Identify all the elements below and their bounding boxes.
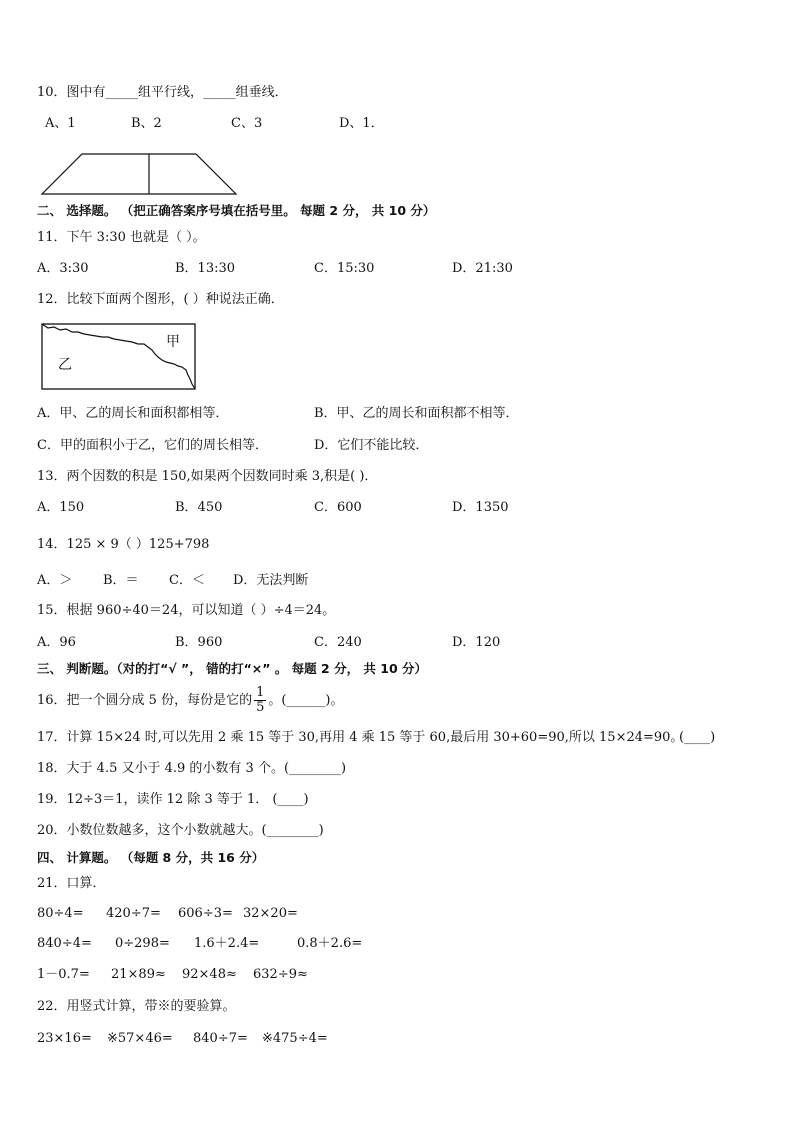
q21-r1-item-1: 80÷4=	[37, 906, 84, 921]
q10-option-c[interactable]: C、3	[231, 116, 263, 131]
q17-stem: 17．计算 15×24 时,可以先用 2 乘 15 等于 30,再用 4 乘 15 等于 60,最后用 30+60=90,所以 15×24=90。	[37, 730, 684, 745]
q10-prefix: 10．图中有	[37, 85, 106, 100]
q21-r1-item-3: 606÷3=	[178, 906, 233, 921]
q21-r2-item-2: 0÷298=	[115, 936, 170, 951]
q12-stem: 12．比较下面两个图形，( ）种说法正确．	[37, 292, 284, 307]
q11-option-d[interactable]: D．21:30	[452, 261, 513, 276]
q10-stem	[37, 84, 288, 102]
q22-item-4: ※475÷4=	[262, 1031, 328, 1046]
q10-middle: 组平行线，	[138, 85, 204, 100]
q16-fraction-numerator: 1	[256, 685, 265, 700]
q12-option-d[interactable]: D．它们不能比较．	[314, 438, 429, 453]
q11-option-c[interactable]: C．15:30	[314, 261, 375, 276]
q22-item-2: ※57×46=	[107, 1031, 173, 1046]
q19-stem: 19．12÷3＝1，读作 12 除 3 等于 1． (____)	[37, 792, 309, 807]
q15-option-a[interactable]: A．96	[37, 635, 76, 650]
q22-item-1: 23×16=	[37, 1031, 92, 1046]
q13-option-d[interactable]: D．1350	[452, 500, 509, 515]
q21-r2-item-4: 0.8＋2.6=	[297, 936, 363, 951]
q13-option-a[interactable]: A．150	[37, 500, 85, 515]
q21-r3-item-1: 1－0.7=	[37, 967, 90, 982]
q10-option-d[interactable]: D、1．	[339, 116, 384, 131]
q13-stem: 13．两个因数的积是 150,如果两个因数同时乘 3,积是( )．	[37, 469, 378, 484]
q16-fraction	[254, 686, 266, 715]
q12-option-b[interactable]: B．甲、乙的周长和面积都不相等．	[314, 406, 519, 421]
trapezoid-figure	[40, 152, 240, 198]
q12-label-jia: 甲	[166, 334, 180, 350]
q11-stem: 11．下午 3:30 也就是（ ）。	[37, 230, 206, 245]
q21-r3-item-2: 21×89≈	[111, 967, 166, 982]
q11-option-b[interactable]: B．13:30	[175, 261, 236, 276]
q12-option-c[interactable]: C．甲的面积小于乙，它们的周长相等．	[37, 438, 268, 453]
q21-stem: 21．口算．	[37, 876, 106, 891]
q12-option-a[interactable]: A．甲、乙的周长和面积都相等．	[37, 406, 229, 421]
q14-option-d[interactable]: D．无法判断	[233, 573, 309, 588]
q21-r1-item-4: 32×20=	[243, 906, 298, 921]
q21-r3-item-3: 92×48≈	[182, 967, 237, 982]
section-4-title: 四、 计算题。 （每题 8 分，共 16 分）	[37, 850, 265, 865]
q17-answer-blank[interactable]: (____)	[679, 730, 716, 745]
q14-option-c[interactable]: C．＜	[169, 573, 205, 588]
q11-option-a[interactable]: A．3:30	[37, 261, 89, 276]
q21-r3-item-4: 632÷9≈	[253, 967, 308, 982]
q14-stem: 14．125 × 9（ ）125+798	[37, 537, 210, 552]
q18-stem: 18．大于 4.5 又小于 4.9 的小数有 3 个。(________)	[37, 761, 347, 776]
q10-option-a[interactable]: A、1	[45, 116, 76, 131]
q15-option-c[interactable]: C．240	[314, 635, 362, 650]
section-3-title: 三、 判断题。（对的打“√ ”， 错的打“×” 。 每题 2 分， 共 10 分）	[37, 661, 428, 676]
section-2-title: 二、 选择题。 （把正确答案序号填在括号里。 每题 2 分， 共 10 分）	[37, 203, 436, 218]
q10-blank-2[interactable]: _____	[203, 85, 236, 100]
q20-stem: 20．小数位数越多，这个小数就越大。(________)	[37, 823, 324, 838]
q15-option-d[interactable]: D．120	[452, 635, 501, 650]
q21-r1-item-2: 420÷7=	[106, 906, 161, 921]
q16-stem	[37, 686, 344, 715]
q16-prefix: 16．把一个圆分成 5 份，每份是它的	[37, 693, 253, 708]
q21-r2-item-1: 840÷4=	[37, 936, 92, 951]
q10-option-b[interactable]: B、2	[131, 116, 162, 131]
q12-label-yi: 乙	[58, 357, 72, 373]
q10-blank-1[interactable]: _____	[105, 85, 139, 100]
q16-suffix: 。(______)。	[268, 693, 344, 708]
q16-fraction-denominator: 5	[256, 700, 265, 715]
q21-r2-item-3: 1.6＋2.4=	[194, 936, 260, 951]
q15-stem: 15．根据 960÷40＝24，可以知道（ ）÷4＝24。	[37, 603, 336, 618]
q14-option-b[interactable]: B．＝	[103, 573, 139, 588]
q13-option-b[interactable]: B．450	[175, 500, 223, 515]
q15-option-b[interactable]: B．960	[175, 635, 223, 650]
q14-option-a[interactable]: A．＞	[37, 573, 73, 588]
q22-item-3: 840÷7=	[193, 1031, 248, 1046]
q13-option-c[interactable]: C．600	[314, 500, 362, 515]
q10-suffix: 组垂线．	[235, 85, 288, 100]
q22-stem: 22．用竖式计算，带※的要验算。	[37, 999, 236, 1014]
